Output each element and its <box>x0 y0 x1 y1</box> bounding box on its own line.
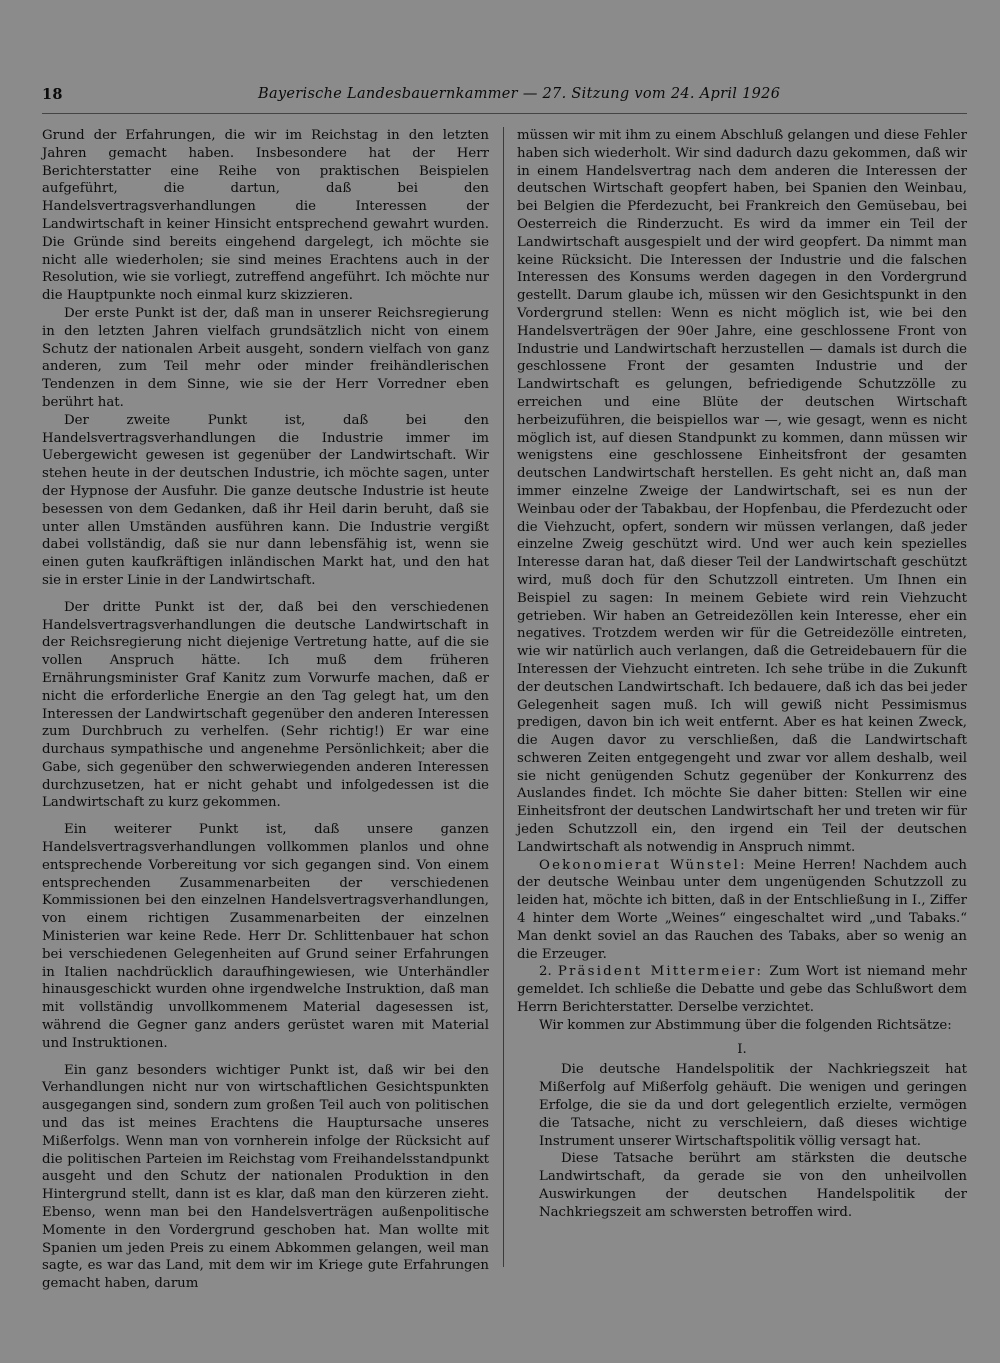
speech-text: Zum Wort ist niemand mehr gemeldet. Ich schließe die Debatte und gebe das Schlußwort dem Herrn Berichterstatter. Derselbe verzichtet. <box>517 964 967 1016</box>
paragraph: Ein weiterer Punkt ist, daß unsere ganzen Handelsvertragsverhandlungen vollkommen planlos und ohne entsprechende Vorbereitung vor sich gegangen sind. Von einem entsprechenden Zusammenarbeiten der verschiedenen Kommissionen bei den einzelnen Handelsvertragsverhandlungen, von einem richtigen Zusammenarbeiten der einzelnen Ministerien war keine Rede. Herr Dr. Schlittenbauer hat schon bei verschiedenen Gelegenheiten auf Grund seiner Erfahrungen in Italien nachdrücklich daraufhingewiesen, wie Unterhändler hinausgeschickt wurden ohne irgendwelche Instruktion, daß man mit vollständig unvollkommenem Material dagesessen ist, während die Gegner ganz anders gerüstet waren mit Material und Instruktionen. <box>42 822 489 1051</box>
column-divider <box>503 127 504 1267</box>
section-numeral: I. <box>737 1041 747 1057</box>
paragraph: Der dritte Punkt ist der, daß bei den verschiedenen Handelsvertragsverhandlungen die deutsche Landwirtschaft in der Reichsregierung nicht diejenige Vertretung hatte, auf die sie vollen Anspruch hätte. Ich muß dem früheren Ernährungsminister Graf Kanitz zum Vorwurfe machen, daß er nicht die erforderliche Energie an den Tag gelegt hat, um den Interessen der Landwirtschaft gegenüber den anderen Interessen zum Durchbruch zu verhelfen. (Sehr richtig!) Er war eine durchaus sympathische und angenehme Persönlichkeit; aber die Gabe, sich gegenüber den schwerwiegenden anderen Interessen durchzusetzen, hat er nicht gehabt und infolgedessen ist die Landwirtschaft zu kurz gekommen. <box>42 599 489 811</box>
item-number: 2. <box>539 964 552 980</box>
speech-text: Meine Herren! Nachdem auch der deutsche Weinbau unter dem ungenügenden Schutzzoll zu leiden hat, möchte ich bitten, daß in der Entschließung in I., Ziffer 4 hinter dem Worte „Weines“ eingeschaltet wird „und Tabaks.“ Man denkt soviel an das Rauchen des Tabaks, aber so wenig an die Erzeuger. <box>517 857 967 962</box>
resolution-paragraph: Die deutsche Handelspolitik der Nachkriegszeit hat Mißerfolg auf Mißerfolg gehäuft. Die wenigen und geringen Erfolge, die sie da und dort gelegentlich erzielte, vermögen die Tatsache, nicht zu verschleiern, daß dieses wichtige Instrument unserer Wirtschaftspolitik völlig versagt hat. <box>539 1062 967 1149</box>
paragraph <box>517 963 967 1016</box>
page-header <box>42 86 967 112</box>
speaker-name: Präsident Mittermeier: <box>557 964 764 980</box>
running-title: Bayerische Landesbauernkammer — 27. Sitzung vom 24. April 1926 <box>258 86 781 102</box>
paragraph: Grund der Erfahrungen, die wir im Reichstag in den letzten Jahren gemacht haben. Insbesondere hat der Herr Berichterstatter eine Reihe von praktischen Beispielen aufgeführt, die dartun, daß bei den Handelsvertragsverhandlungen die Interessen der Landwirtschaft in keiner Hinsicht entsprechend gewahrt wurden. Die Gründe sind bereits eingehend dargelegt, ich möchte sie nicht alle wiederholen; sie sind meines Erachtens auch in der Resolution, wie sie vorliegt, zutreffend angeführt. Ich möchte nur die Hauptpunkte noch einmal kurz skizzieren. <box>42 128 489 304</box>
page-number: 18 <box>42 86 63 103</box>
resolution-paragraph: Diese Tatsache berührt am stärksten die deutsche Landwirtschaft, da gerade sie von den unheilvollen Auswirkungen der deutschen Handelspolitik der Nachkriegszeit am schwersten betroffen wird. <box>539 1151 967 1220</box>
paragraph: müssen wir mit ihm zu einem Abschluß gelangen und diese Fehler haben sich wiederholt. Wir sind dadurch dazu gekommen, daß wir in einem Handelsvertrag nach dem anderen die Interessen der deutschen Wirtschaft geopfert haben, bei Spanien den Weinbau, bei Belgien die Pferdezucht, bei Frankreich den Gemüsebau, bei Oesterreich die Rinderzucht. Es wird da immer ein Teil der Landwirtschaft ausgespielt und der wird geopfert. Da nimmt man keine Rücksicht. Die Interessen der Industrie und die falschen Interessen des Konsums werden dagegen in den Vordergrund gestellt. Darum glaube ich, müssen wir den Gesichtspunkt in den Vordergrund stellen: Wenn es nicht möglich ist, wie bei den Handelsverträgen der 90er Jahre, eine geschlossene Front von Industrie und Landwirtschaft herzustellen — damals ist durch die geschlossene Front der gesamten Industrie und der Landwirtschaft es gelungen, befriedigende Schutzzölle zu erreichen und eine Blüte der deutschen Wirtschaft herbeizuführen, die beispiellos war —, wie gesagt, wenn es nicht möglich ist, auf diesen Standpunkt zu kommen, dann müssen wir wenigstens eine geschlossene Einheitsfront der gesamten deutschen Landwirtschaft herstellen. Es geht nicht an, daß man immer einzelne Zweige der Landwirtschaft, sei es nun der Weinbau oder der Tabakbau, der Hopfenbau, die Pferdezucht oder die Viehzucht, opfert, sondern wir müssen verlangen, daß jeder einzelne Zweig geschützt wird. Und wer auch kein spezielles Interesse daran hat, daß dieser Teil der Landwirtschaft geschützt wird, muß doch für den Schutzzoll eintreten. Um Ihnen ein Beispiel zu sagen: In meinem Gebiete wird rein Viehzucht getrieben. Wir haben an Getreidezöllen kein Interesse, eher ein negatives. Trotzdem werden wir für die Getreidezölle eintreten, wie wir natürlich auch verlangen, daß die Getreidebauern für die Interessen der Viehzucht eintreten. Ich sehe trübe in die Zukunft der deutschen Landwirtschaft. Ich bedauere, daß ich das bei jeder Gelegenheit sagen muß. Ich will gewiß nicht Pessimismus predigen, davon bin ich weit entfernt. Aber es hat keinen Zweck, die Augen davor zu verschließen, daß die Landwirtschaft schweren Zeiten entgegengeht und zwar vor allem deshalb, weil sie nicht genügenden Schutz gegenüber der Konkurrenz des Auslandes findet. Ich möchte Sie daher bitten: Stellen wir eine Einheitsfront der deutschen Landwirtschaft her und treten wir für jeden Schutzzoll ein, den irgend ein Teil der deutschen Landwirtschaft als notwendig in Anspruch nimmt. <box>517 128 967 855</box>
right-column <box>517 127 967 1222</box>
left-column <box>42 127 489 1293</box>
header-rule <box>42 113 967 114</box>
paragraph: Wir kommen zur Abstimmung über die folgenden Richtsätze: <box>539 1017 952 1033</box>
paragraph: Der erste Punkt ist der, daß man in unserer Reichsregierung in den letzten Jahren vielfach grundsätzlich nicht von einem Schutz der nationalen Arbeit ausgeht, sondern vielfach von ganz anderen, zum Teil mehr oder minder freihändlerischen Tendenzen in dem Sinne, wie sie der Herr Vorredner eben berührt hat. <box>42 305 489 410</box>
paragraph: Der zweite Punkt ist, daß bei den Handelsvertragsverhandlungen die Industrie immer im Uebergewicht gewesen ist gegenüber der Landwirtschaft. Wir stehen heute in der deutschen Industrie, ich möchte sagen, unter der Hypnose der Ausfuhr. Die ganze deutsche Industrie ist heute besessen von dem Gedanken, daß ihr Heil darin beruht, daß sie unter allen Umständen ausführen kann. Die Industrie vergißt dabei vollständig, daß sie nur dann lebensfähig ist, wenn sie einen guten kaufkräftigen inländischen Markt hat, und den hat sie in erster Linie in der Landwirtschaft. <box>42 412 489 588</box>
paragraph: Ein ganz besonders wichtiger Punkt ist, daß wir bei den Verhandlungen nicht nur von wirtschaftlichen Gesichtspunkten ausgegangen sind, sondern zum großen Teil auch von politischen und das ist meines Erachtens die Hauptursache unseres Mißerfolgs. Wenn man von vornherein infolge der Rücksicht auf die politischen Parteien im Reichstag vom Freihandelsstandpunkt ausgeht und den Schutz der nationalen Produktion in den Hintergrund stellt, dann ist es klar, daß man den kürzeren zieht. Ebenso, wenn man bei den Handelsverträgen außenpolitische Momente in den Vordergrund geschoben hat. Man wollte mit Spanien um jeden Preis zu einem Abkommen gelangen, weil man sagte, es war das Land, mit dem wir im Kriege gute Erfahrungen gemacht haben, darum <box>42 1062 489 1292</box>
speaker-name: Oekonomierat Wünstel: <box>539 857 747 873</box>
paragraph <box>517 857 967 964</box>
